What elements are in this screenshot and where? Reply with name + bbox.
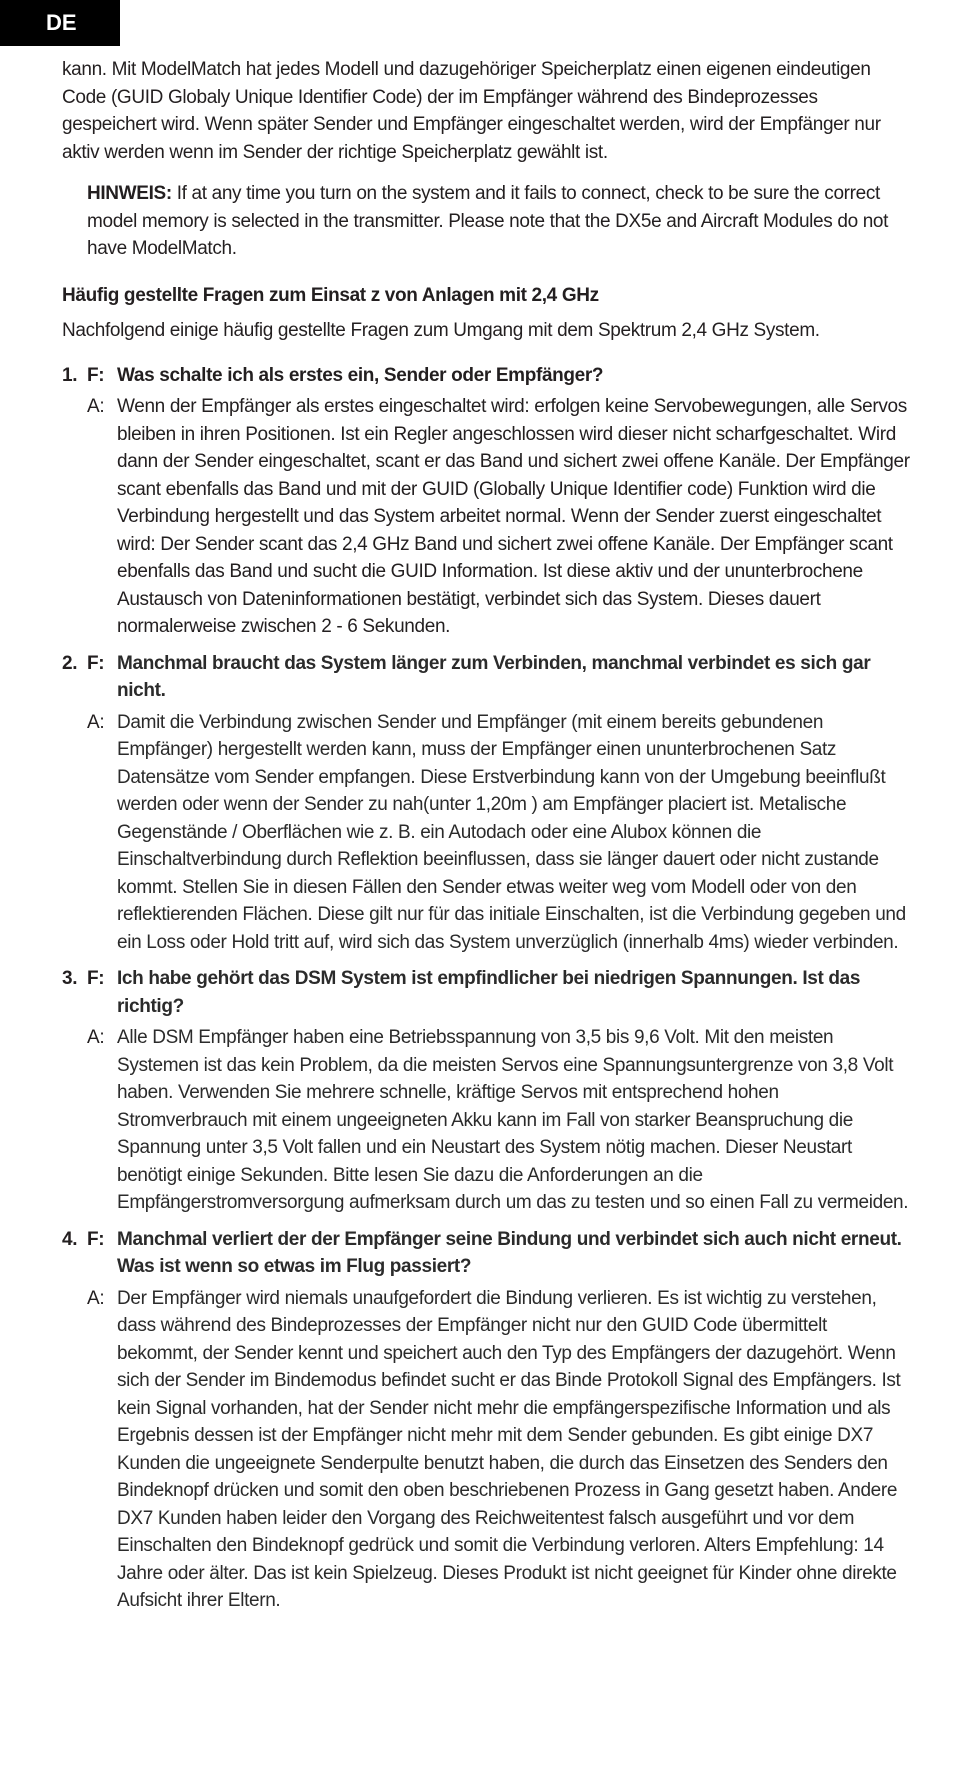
- answer-text: Wenn der Empfänger als erstes eingeschaltet wird: erfolgen keine Servobewegungen, alle Servos bleiben in ihren Positionen. Ist ein Regler angeschlossen wird dieser nicht scharfgeschaltet. Wird dann der Sender eingeschaltet, scant er das Band und sichert zwei offene Kanäle. Der Empfänger scant ebenfalls das Band und mit der GUID (Globally Unique Identifier code) Funktion wird die Verbindung hergestellt und das System arbeitet normal. Wenn der Sender zuerst eingeschaltet wird: Der Sender scant das 2,4 GHz Band und sichert zwei offene Kanäle. Der Empfänger scant ebenfalls das Band und sucht die GUID Information. Ist diese aktiv und der ununterbrochene Austausch von Dateninformationen bestätigt, verbindet sich das System. Dieses dauert normalerweise zwischen 2 - 6 Sekunden.: [117, 396, 910, 637]
- intro-paragraph: kann. Mit ModelMatch hat jedes Modell und dazugehöriger Speicherplatz einen eigenen eindeutigen Code (GUID Globaly Unique Identifier Code) der im Empfänger während des Bindeprozesses gespeichert wird. Wenn später Sender und Empfänger eingeschaltet werden, wird der Empfänger nur aktiv werden wenn im Sender der richtige Speicherplatz gewählt ist.: [62, 59, 881, 163]
- question-text: Manchmal verliert der der Empfänger seine Bindung und verbindet sich auch nicht erneut. Was ist wenn so etwas im Flug passiert?: [117, 1228, 902, 1277]
- faq-item-1: [62, 362, 912, 641]
- answer-text: Alle DSM Empfänger haben eine Betriebsspannung von 3,5 bis 9,6 Volt. Mit den meisten Systemen ist das kein Problem, da die meisten Servos eine Spannungsuntergrenze von 3,8 Volt haben. Verwenden Sie mehrere schnelle, kräftige Servos mit entsprechend hohen Stromverbrauch mit einem ungeeigneten Akku kann im Fall von starker Beanspruchung die Spannung unter 3,5 Volt fallen und ein Neustart des System nötig machen. Dieser Neustart benötigt einige Sekunden. Bitte lesen Sie dazu die Anforderungen an die Empfängerstromversorgung aufmerksam durch um das zu testen und so einen Fall zu vermeiden.: [117, 1027, 909, 1213]
- question-text: Ich habe gehört das DSM System ist empfindlicher bei niedrigen Spannungen. Ist das richtig?: [117, 968, 861, 1017]
- faq-number: 2.: [62, 652, 78, 674]
- faq-number: 4.: [62, 1228, 78, 1250]
- faq-question: [62, 362, 912, 390]
- question-marker: F:: [87, 652, 105, 674]
- faq-number: 3.: [62, 968, 78, 989]
- note-label: HINWEIS:: [87, 183, 172, 204]
- faq-question: [62, 965, 912, 1020]
- page-content: [62, 56, 912, 1624]
- faq-answer: [87, 709, 912, 957]
- faq-lead: Nachfolgend einige häufig gestellte Fragen zum Umgang mit dem Spektrum 2,4 GHz System.: [62, 320, 820, 341]
- faq-question: [62, 1226, 912, 1281]
- faq-answer: [87, 1285, 912, 1615]
- faq-item-3: [62, 965, 912, 1217]
- answer-marker: A:: [87, 1027, 105, 1048]
- faq-heading: Häufig gestellte Fragen zum Einsat z von Anlagen mit 2,4 GHz: [62, 284, 599, 306]
- faq-answer: [87, 393, 912, 641]
- question-text: Manchmal braucht das System länger zum Verbinden, manchmal verbindet es sich gar nicht.: [117, 652, 871, 701]
- answer-marker: A:: [87, 711, 105, 733]
- faq-number: 1.: [62, 364, 78, 386]
- faq-item-2: [62, 650, 912, 957]
- answer-text: Damit die Verbindung zwischen Sender und Empfänger (mit einem bereits gebundenen Empfänger) hergestellt werden kann, muss der Empfänger einen ununterbrochenen Satz Datensätze vom Sender empfangen. Diese Erstverbindung kann von der Umgebung beeinflußt werden oder wenn der Sender zu nah(unter 1,20m ) am Empfänger placiert ist. Metalische Gegenstände / Oberflächen wie z. B. ein Autodach oder eine Alubox können die Einschaltverbindung durch Reflektion beeinflussen, dass sie länger dauert oder nicht zustande kommt. Stellen Sie in diesen Fällen den Sender etwas weiter weg vom Modell oder von den reflektierenden Flächen. Diese gilt nur für das initiale Einschalten, ist die Verbindung gegeben und ein Loss oder Hold tritt auf, wird sich das System unverzüglich (innerhalb 4ms) wieder verbinden.: [117, 711, 906, 953]
- answer-marker: A:: [87, 396, 105, 417]
- faq-answer: [87, 1024, 912, 1217]
- faq-question: [62, 650, 912, 705]
- note-text: If at any time you turn on the system and it fails to connect, check to be sure the correct model memory is selected in the transmitter. Please note that the DX5e and Aircraft Modules do not have ModelMatch.: [87, 183, 889, 259]
- question-marker: F:: [87, 1228, 105, 1250]
- question-text: Was schalte ich als erstes ein, Sender oder Empfänger?: [117, 364, 604, 386]
- question-marker: F:: [87, 364, 105, 386]
- answer-text: Der Empfänger wird niemals unaufgefordert die Bindung verlieren. Es ist wichtig zu verstehen, dass während des Bindeprozesses der Empfänger nicht nur den GUID Code übermittelt bekommt, der Sender kennt und speichert auch den Typ des Empfängers der dazugehört. Wenn sich der Sender im Bindemodus befindet sucht er das Binde Protokoll Signal des Empfängers. Ist kein Signal vorhanden, hat der Sender nicht mehr die empfängerspezifische Information und als Ergebnis dessen ist der Empfänger nicht mehr mit dem Sender gebunden. Es gibt einige DX7 Kunden die ungeeignete Senderpulte benutzt haben, die durch das Einsetzen des Senders den Bindeknopf drücken und somit den oben beschriebenen Prozess in Gang gesetzt haben. Andere DX7 Kunden haben leider den Vorgang des Reichweitentest falsch ausgeführt und vor dem Einschalten den Bindeknopf gedrück und somit die Verbindung verloren. Alters Empfehlung: 14 Jahre oder älter. Das ist kein Spielzeug. Dieses Produkt ist nicht geeignet für Kinder ohne direkte Aufsicht ihrer Eltern.: [117, 1287, 901, 1611]
- note-paragraph: [87, 180, 912, 263]
- language-tab: DE: [0, 0, 120, 46]
- question-marker: F:: [87, 968, 105, 989]
- answer-marker: A:: [87, 1287, 105, 1309]
- faq-item-4: [62, 1226, 912, 1615]
